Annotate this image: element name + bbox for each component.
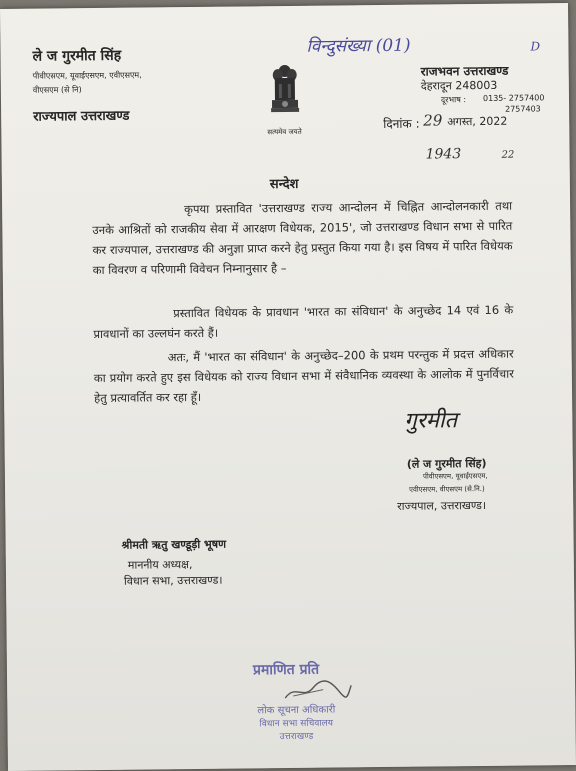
sender-name: ले ज गुरमीत सिंह	[32, 47, 122, 65]
officer-signature-icon	[283, 677, 353, 704]
office-name: राजभवन उत्तराखण्ड	[420, 63, 509, 79]
national-emblem-icon	[267, 62, 304, 124]
paragraph-1: कृपया प्रस्तावित 'उत्तराखण्ड राज्य आन्दोलन में चिह्नित आन्दोलनकारी तथा उनके आश्रितों को राजकीय सेवा में आरक्षण विधेयक, 2015', जो उत्तराखण्ड विधान सभा से पारित कर राज्यपाल, उत्तराखण्ड की अनुज्ञा प्राप्त करने हेतु प्रस्तुत किया गया है। इस विषय में पारित विधेयक का विवरण व परिणामी विवेचन निम्नानुसार है –	[92, 198, 513, 278]
stamp-line-2: विधान सभा सचिवालय	[259, 718, 334, 730]
sender-decorations: पीवीएसएम, यूवाईएसएम, एवीएसएम,	[32, 70, 142, 81]
sender-decorations-2: वीएसएम (से नि)	[32, 85, 82, 95]
addressee-line-2: विधान सभा, उत्तराखण्ड।	[123, 573, 223, 588]
sender-title: राज्यपाल उत्तराखण्ड	[33, 108, 130, 125]
phone-2: 2757403	[505, 104, 541, 114]
stamp-line-1: लोक सूचना अधिकारी	[257, 704, 336, 717]
date-label: दिनांक :	[383, 116, 420, 131]
date-rest: अगस्त, 2022	[447, 114, 508, 129]
emblem-motto: सत्यमेव जयते	[267, 127, 302, 137]
paragraph-3: अतः, मैं 'भारत का संविधान' के अनुच्छेद–200 के प्रथम परन्तुक में प्रदत्त अधिकार का प्रयोग करते हुए इस विधेयक को राज्य विधान सभा में संवैधानिक व्यवस्था के आलोक में पुनर्विचार हेतु प्रत्यावर्तित कर रहा हूँ।	[93, 346, 514, 406]
dispatch-suffix: 22	[501, 149, 515, 161]
letter-page	[0, 3, 576, 771]
addressee-name: श्रीमती ऋतु खण्डूड़ी भूषण	[121, 537, 227, 552]
addressee-line-1: माननीय अध्यक्ष,	[127, 558, 193, 572]
handwritten-mark: D	[530, 39, 541, 54]
date-day: 29	[423, 111, 443, 130]
dispatch-number: 1943	[425, 146, 462, 163]
letter-heading: सन्देश	[269, 176, 299, 193]
office-city: देहरादून 248003	[420, 78, 498, 93]
certified-copy-stamp: प्रमाणित प्रति	[252, 661, 320, 679]
phone-1: 0135- 2757400	[482, 93, 545, 103]
stamp-line-3: उत्तराखण्ड	[279, 731, 314, 743]
paragraph-2: प्रस्तावित विधेयक के प्रावधान 'भारत का संविधान' के अनुच्छेद 14 एवं 16 के प्रावधानों का उल्लघंन करते हैं।	[93, 302, 514, 342]
handwritten-note: विन्दुसंख्या (01)	[306, 35, 411, 57]
signatory-line-2: एवीएसएम, वीएसएम (से.नि.)	[409, 484, 485, 494]
phone-label: दूरभाष :	[440, 95, 467, 105]
signatory-line-3: राज्यपाल, उत्तराखण्ड।	[397, 498, 487, 513]
signatory-line-1: पीवीएसएम, यूवाईएसएम,	[422, 471, 488, 481]
signatory-name: (ले ज गुरमीत सिंह)	[406, 456, 487, 471]
signature-handwritten: गुरमीत	[404, 408, 458, 434]
